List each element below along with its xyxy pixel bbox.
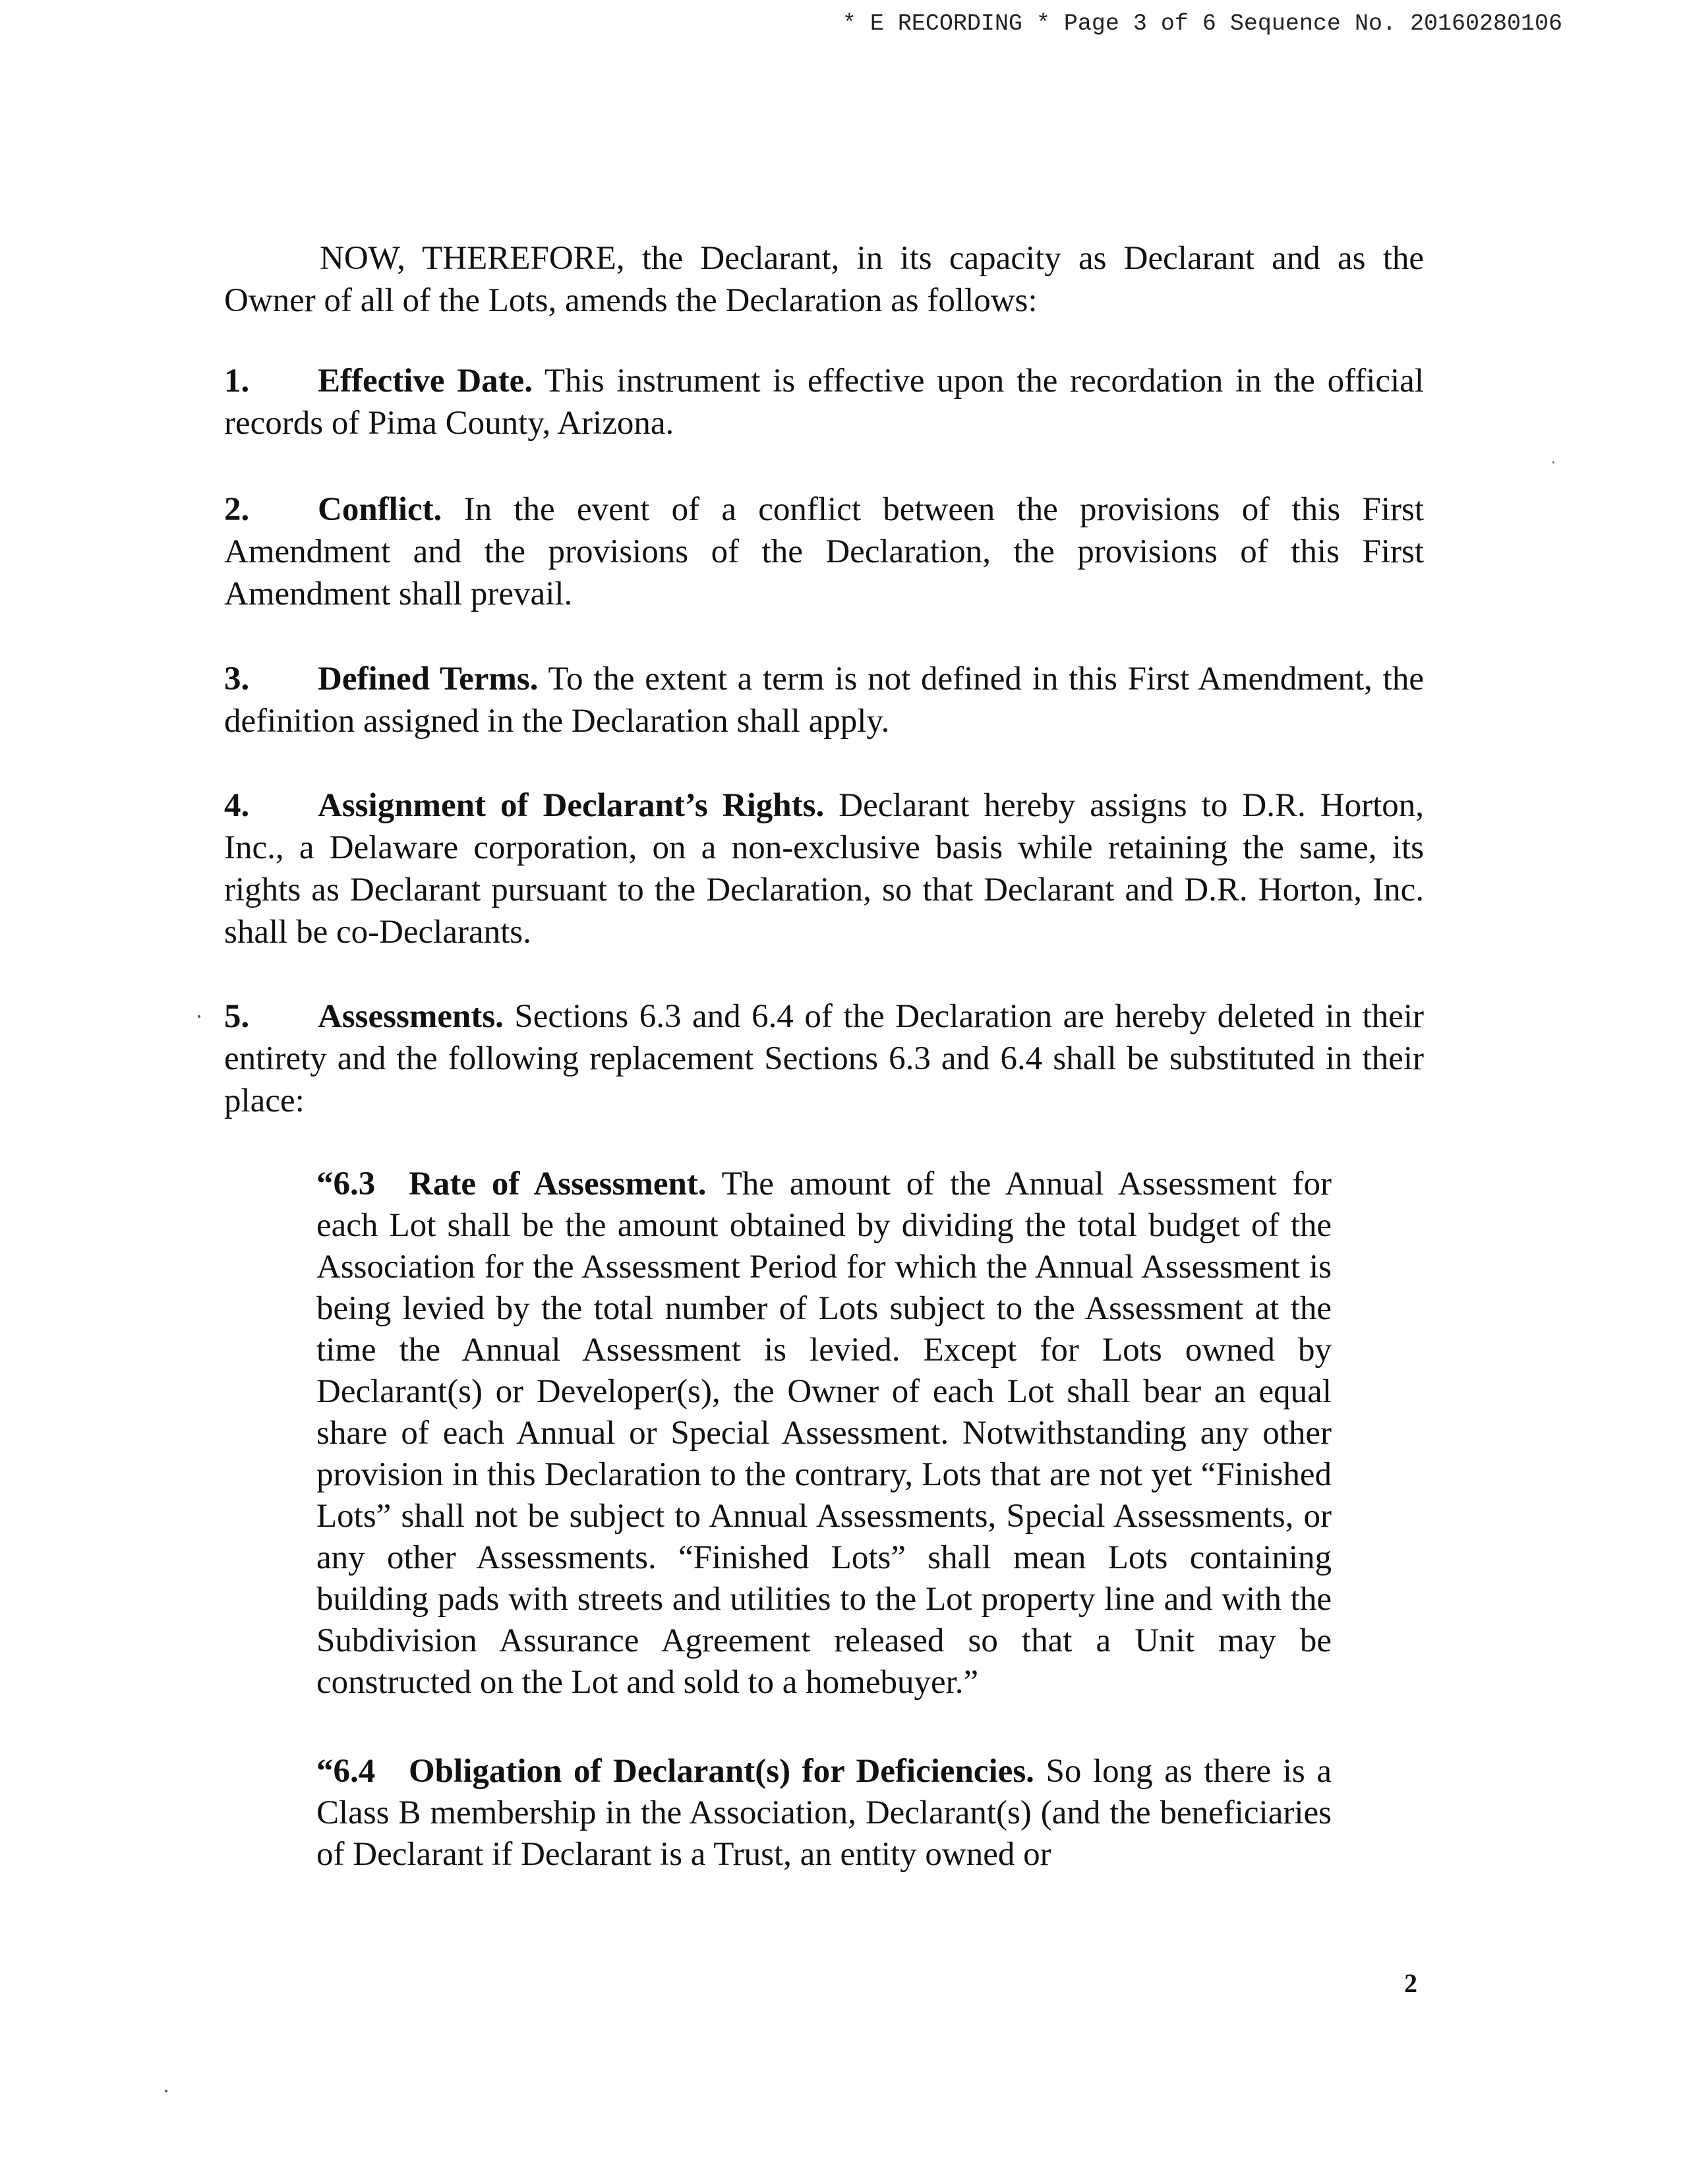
quote-number: “6.4: [316, 1753, 376, 1790]
section-number: 2.: [224, 491, 250, 528]
section-text: Sections 6.3 and 6.4 of the Declaration are hereby deleted in their entirety and the following replacement Sections 6.3 and 6.4 shall be substituted in their place:: [224, 998, 1424, 1119]
page-number: 2: [1404, 1968, 1417, 1998]
quote-text: The amount of the Annual Assessment for each Lot shall be the amount obtained by dividing the total budget of the Association for the Assessment Period for which the Annual Assessment is being levied by the total number of Lots subject to the Assessment at the time the Annual Assessment is levied. Except for Lots owned by Declarant(s) or Developer(s), the Owner of each Lot shall bear an equal share of each Annual or Special Assessment. Notwithstanding any other provision in this Declaration to the contrary, Lots that are not yet “Finished Lots” shall not be subject to Annual Assessments, Special Assessments, or any other Assessments. “Finished Lots” shall mean Lots containing building pads with streets and utilities to the Lot property line and with the Subdivision Assurance Agreement released so that a Unit may be constructed on the Lot and sold to a homebuyer.”: [316, 1166, 1332, 1701]
section-number: 4.: [224, 787, 250, 824]
scan-speck: [198, 1015, 200, 1018]
section-text: In the event of a conflict between the provisions of this First Amendment and the provisions of the Declaration, the provisions of this First Amendment shall prevail.: [224, 491, 1424, 612]
quote-heading: Obligation of Declarant(s) for Deficiencies.: [409, 1753, 1034, 1790]
section-heading: Assignment of Declarant’s Rights.: [318, 787, 825, 824]
section-heading: Defined Terms.: [318, 661, 539, 697]
section-number: 1.: [224, 363, 250, 399]
section-text: To the extent a term is not defined in this First Amendment, the definition assigned in the Declaration shall apply.: [224, 661, 1424, 740]
section-text: Declarant hereby assigns to D.R. Horton, Inc., a Delaware corporation, on a non-exclusive basis while retaining the same, its rights as Declarant pursuant to the Declaration, so that Declarant and D.R. Horton, Inc. shall be co-Declarants.: [224, 787, 1424, 951]
section-number: 3.: [224, 661, 250, 697]
intro-paragraph: NOW, THEREFORE, the Declarant, in its capacity as Declarant and as the Owner of all of the Lots, amends the Declaration as follows:: [224, 240, 1424, 319]
section-text: This instrument is effective upon the recordation in the official records of Pima County, Arizona.: [224, 363, 1424, 442]
section-effective-date: [224, 360, 1424, 444]
section-defined-terms: [224, 658, 1424, 742]
section-heading: Conflict.: [318, 491, 442, 528]
recording-header: * E RECORDING * Page 3 of 6 Sequence No. 20160280106: [842, 11, 1562, 37]
quote-number: “6.3: [316, 1166, 376, 1202]
scan-speck: [1552, 461, 1554, 463]
quote-heading: Rate of Assessment.: [409, 1166, 707, 1202]
quote-rate-of-assessment: [316, 1164, 1332, 1703]
section-number: 5.: [224, 998, 250, 1035]
quote-obligation-deficiencies: [316, 1751, 1332, 1875]
section-heading: Effective Date.: [318, 363, 533, 399]
section-assessments: [224, 995, 1424, 1122]
section-conflict: [224, 488, 1424, 615]
section-heading: Assessments.: [318, 998, 504, 1035]
quote-text: So long as there is a Class B membership in the Association, Declarant(s) (and the beneficiaries of Declarant if Declarant is a Trust, an entity owned or: [316, 1753, 1332, 1873]
scan-speck: [165, 2090, 167, 2092]
section-assignment: [224, 784, 1424, 953]
